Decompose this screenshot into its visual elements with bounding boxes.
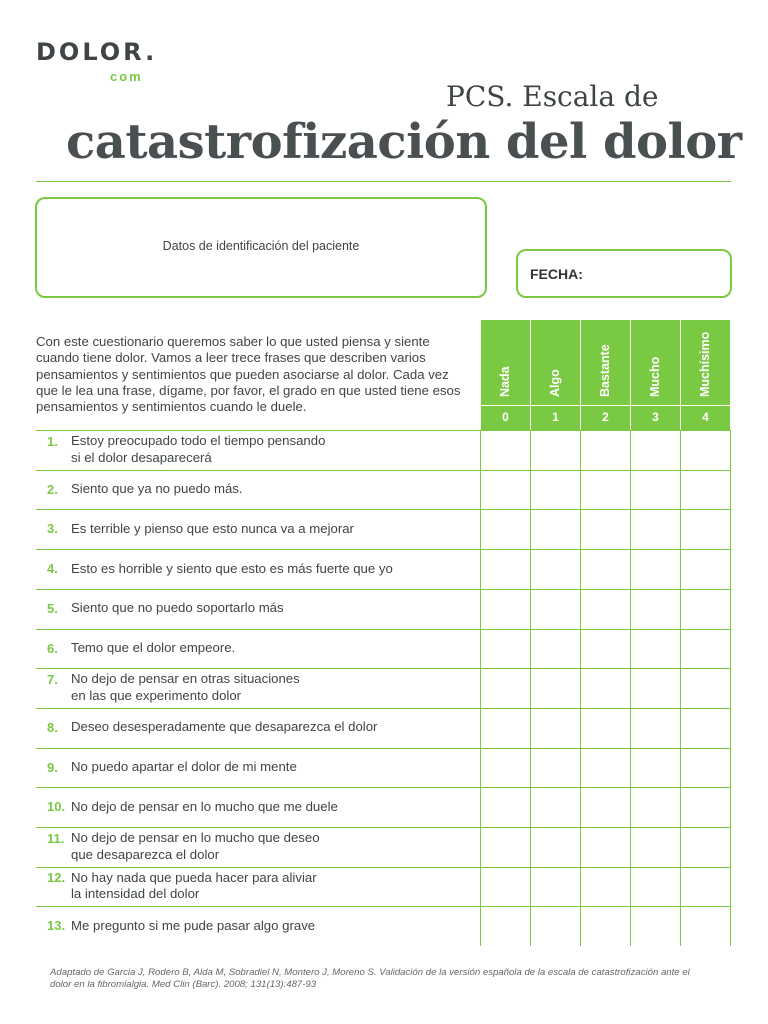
answer-cell-q3-2[interactable] bbox=[581, 510, 630, 549]
answer-cell-q4-0[interactable] bbox=[481, 550, 530, 589]
answer-cell-q10-1[interactable] bbox=[531, 788, 580, 827]
answer-cell-q1-0[interactable] bbox=[481, 431, 530, 470]
answer-cell-q6-0[interactable] bbox=[481, 630, 530, 669]
page-title: catastrofización del dolor bbox=[66, 114, 742, 170]
question-number: 8. bbox=[47, 719, 58, 735]
question-line-1: Siento que ya no puedo más. bbox=[71, 481, 243, 497]
answer-cell-q1-1[interactable] bbox=[531, 431, 580, 470]
question-text bbox=[71, 481, 471, 498]
question-text bbox=[71, 719, 471, 736]
answer-cell-q13-2[interactable] bbox=[581, 907, 630, 946]
question-text bbox=[71, 759, 471, 776]
question-line-1: No dejo de pensar en otras situaciones bbox=[71, 671, 300, 687]
answer-cell-q11-4[interactable] bbox=[681, 828, 730, 867]
scale-label: Algo bbox=[547, 369, 562, 397]
instructions-text: Con este cuestionario queremos saber lo que usted piensa y siente cuando tiene dolor. Vamos a leer trece frases que describen varios pensamientos y sentimientos que pueden asociarse al dolor. Cada vez que le lea una frase, dígame, por favor, el grado en que usted tiene esos pensamientos y sentimientos cuando le duele. bbox=[36, 334, 461, 415]
answer-cell-q3-1[interactable] bbox=[531, 510, 580, 549]
scale-header-1 bbox=[530, 320, 580, 405]
answer-cell-q2-1[interactable] bbox=[531, 471, 580, 510]
question-line-1: No hay nada que pueda hacer para aliviar bbox=[71, 869, 317, 885]
question-text bbox=[71, 830, 471, 863]
answer-cell-q11-0[interactable] bbox=[481, 828, 530, 867]
answer-cell-q9-0[interactable] bbox=[481, 749, 530, 788]
answer-cell-q4-2[interactable] bbox=[581, 550, 630, 589]
answer-cell-q10-4[interactable] bbox=[681, 788, 730, 827]
question-line-1: No dejo de pensar en lo mucho que deseo bbox=[71, 830, 320, 845]
answer-cell-q5-4[interactable] bbox=[681, 590, 730, 629]
answer-cell-q11-2[interactable] bbox=[581, 828, 630, 867]
question-line-1: Me pregunto si me pude pasar algo grave bbox=[71, 917, 316, 933]
logo-subtext: com bbox=[110, 69, 143, 84]
question-text bbox=[71, 561, 471, 578]
scale-label: Nada bbox=[497, 366, 512, 397]
question-line-2: en las que experimento dolor bbox=[71, 687, 242, 703]
answer-cell-q8-0[interactable] bbox=[481, 709, 530, 748]
question-number: 12. bbox=[47, 870, 66, 886]
patient-id-label: Datos de identificación del paciente bbox=[162, 239, 360, 253]
scale-value: 2 bbox=[580, 405, 630, 430]
answer-cell-q12-0[interactable] bbox=[481, 868, 530, 907]
title-divider bbox=[36, 181, 731, 182]
answer-cell-q8-1[interactable] bbox=[531, 709, 580, 748]
answer-cell-q5-1[interactable] bbox=[531, 590, 580, 629]
question-number: 4. bbox=[47, 561, 58, 577]
answer-cell-q5-2[interactable] bbox=[581, 590, 630, 629]
column-divider bbox=[730, 430, 731, 946]
answer-cell-q7-1[interactable] bbox=[531, 669, 580, 708]
scale-value: 3 bbox=[630, 405, 680, 430]
answer-cell-q3-0[interactable] bbox=[481, 510, 530, 549]
logo-wordmark: DOLOR. bbox=[36, 38, 158, 66]
answer-cell-q3-3[interactable] bbox=[631, 510, 680, 549]
answer-cell-q13-3[interactable] bbox=[631, 907, 680, 946]
answer-cell-q12-4[interactable] bbox=[681, 868, 730, 907]
scale-label: Muchísimo bbox=[697, 331, 712, 397]
question-number: 1. bbox=[47, 433, 58, 449]
scale-header-2 bbox=[580, 320, 630, 405]
question-line-1: Temo que el dolor empeore. bbox=[71, 640, 236, 655]
answer-cell-q8-2[interactable] bbox=[581, 709, 630, 748]
answer-cell-q13-1[interactable] bbox=[531, 907, 580, 946]
scale-value: 0 bbox=[480, 405, 530, 430]
answer-cell-q7-4[interactable] bbox=[681, 669, 730, 708]
date-field[interactable] bbox=[516, 249, 732, 298]
scale-value: 4 bbox=[680, 405, 730, 430]
question-number: 13. bbox=[47, 918, 66, 934]
answer-cell-q9-3[interactable] bbox=[631, 749, 680, 788]
scale-value: 1 bbox=[530, 405, 580, 430]
answer-cell-q9-4[interactable] bbox=[681, 749, 730, 788]
answer-cell-q6-4[interactable] bbox=[681, 630, 730, 669]
question-text bbox=[71, 600, 471, 617]
scale-header-4 bbox=[680, 320, 730, 405]
answer-cell-q11-3[interactable] bbox=[631, 828, 680, 867]
scale-header-3 bbox=[630, 320, 680, 405]
question-line-1: No puedo apartar el dolor de mi mente bbox=[71, 759, 297, 775]
answer-cell-q6-1[interactable] bbox=[531, 630, 580, 669]
title-line-1: PCS. Escala de bbox=[446, 80, 659, 113]
answer-cell-q11-1[interactable] bbox=[531, 828, 580, 867]
patient-id-field[interactable] bbox=[35, 197, 487, 298]
answer-cell-q12-3[interactable] bbox=[631, 868, 680, 907]
question-line-1: Es terrible y pienso que esto nunca va a mejorar bbox=[71, 520, 354, 536]
answer-cell-q2-2[interactable] bbox=[581, 471, 630, 510]
answer-cell-q10-3[interactable] bbox=[631, 788, 680, 827]
citation-footnote: Adaptado de Garcia J, Rodero B, Alda M, Sobradiel N, Montero J, Moreno S. Validación de la versión española de la escala de catastrofización ante el dolor en la fibromialgia. Med Clin (Barc). 2008; 131(13):487-93 bbox=[50, 967, 690, 990]
question-line-1: No dejo de pensar en lo mucho que me duele bbox=[71, 798, 338, 814]
answer-cell-q10-2[interactable] bbox=[581, 788, 630, 827]
answer-cell-q8-3[interactable] bbox=[631, 709, 680, 748]
answer-cell-q5-0[interactable] bbox=[481, 590, 530, 629]
answer-cell-q6-2[interactable] bbox=[581, 630, 630, 669]
answer-cell-q9-2[interactable] bbox=[581, 749, 630, 788]
scale-label: Mucho bbox=[647, 356, 662, 397]
question-number: 7. bbox=[47, 671, 58, 687]
answer-cell-q4-4[interactable] bbox=[681, 550, 730, 589]
question-number: 11. bbox=[47, 830, 65, 846]
question-text bbox=[71, 521, 471, 538]
question-line-1: Estoy preocupado todo el tiempo pensando bbox=[71, 433, 326, 448]
answer-cell-q13-4[interactable] bbox=[681, 907, 730, 946]
question-line-1: Siento que no puedo soportarlo más bbox=[71, 600, 284, 616]
answer-cell-q3-4[interactable] bbox=[681, 510, 730, 549]
answer-cell-q8-4[interactable] bbox=[681, 709, 730, 748]
question-number: 10. bbox=[47, 799, 66, 815]
answer-cell-q13-0[interactable] bbox=[481, 907, 530, 946]
question-text bbox=[71, 918, 471, 935]
answer-cell-q5-3[interactable] bbox=[631, 590, 680, 629]
question-text bbox=[71, 433, 471, 466]
answer-cell-q7-2[interactable] bbox=[581, 669, 630, 708]
answer-cell-q2-4[interactable] bbox=[681, 471, 730, 510]
answer-cell-q2-3[interactable] bbox=[631, 471, 680, 510]
question-text bbox=[71, 870, 471, 903]
question-text bbox=[71, 671, 471, 704]
question-number: 5. bbox=[47, 600, 58, 616]
answer-cell-q10-0[interactable] bbox=[481, 788, 530, 827]
question-number: 9. bbox=[47, 759, 58, 775]
answer-cell-q6-3[interactable] bbox=[631, 630, 680, 669]
question-line-2: que desaparezca el dolor bbox=[71, 846, 220, 862]
answer-cell-q1-2[interactable] bbox=[581, 431, 630, 470]
answer-cell-q1-3[interactable] bbox=[631, 431, 680, 470]
answer-cell-q12-2[interactable] bbox=[581, 868, 630, 907]
answer-cell-q4-3[interactable] bbox=[631, 550, 680, 589]
answer-cell-q7-3[interactable] bbox=[631, 669, 680, 708]
question-line-1: Esto es horrible y siento que esto es más fuerte que yo bbox=[71, 560, 393, 576]
question-number: 6. bbox=[47, 640, 58, 656]
question-line-2: si el dolor desaparecerá bbox=[71, 449, 212, 465]
answer-cell-q7-0[interactable] bbox=[481, 669, 530, 708]
question-number: 2. bbox=[47, 481, 58, 497]
answer-cell-q4-1[interactable] bbox=[531, 550, 580, 589]
question-text bbox=[71, 640, 471, 657]
question-number: 3. bbox=[47, 521, 58, 537]
scale-header-0 bbox=[480, 320, 530, 405]
question-line-1: Deseo desesperadamente que desaparezca el dolor bbox=[71, 719, 378, 735]
answer-cell-q2-0[interactable] bbox=[481, 471, 530, 510]
scale-label: Bastante bbox=[597, 344, 612, 397]
question-line-2: la intensidad del dolor bbox=[71, 886, 200, 902]
date-label: FECHA: bbox=[530, 266, 583, 282]
answer-cell-q1-4[interactable] bbox=[681, 431, 730, 470]
answer-cell-q9-1[interactable] bbox=[531, 749, 580, 788]
question-text bbox=[71, 799, 471, 816]
answer-cell-q12-1[interactable] bbox=[531, 868, 580, 907]
